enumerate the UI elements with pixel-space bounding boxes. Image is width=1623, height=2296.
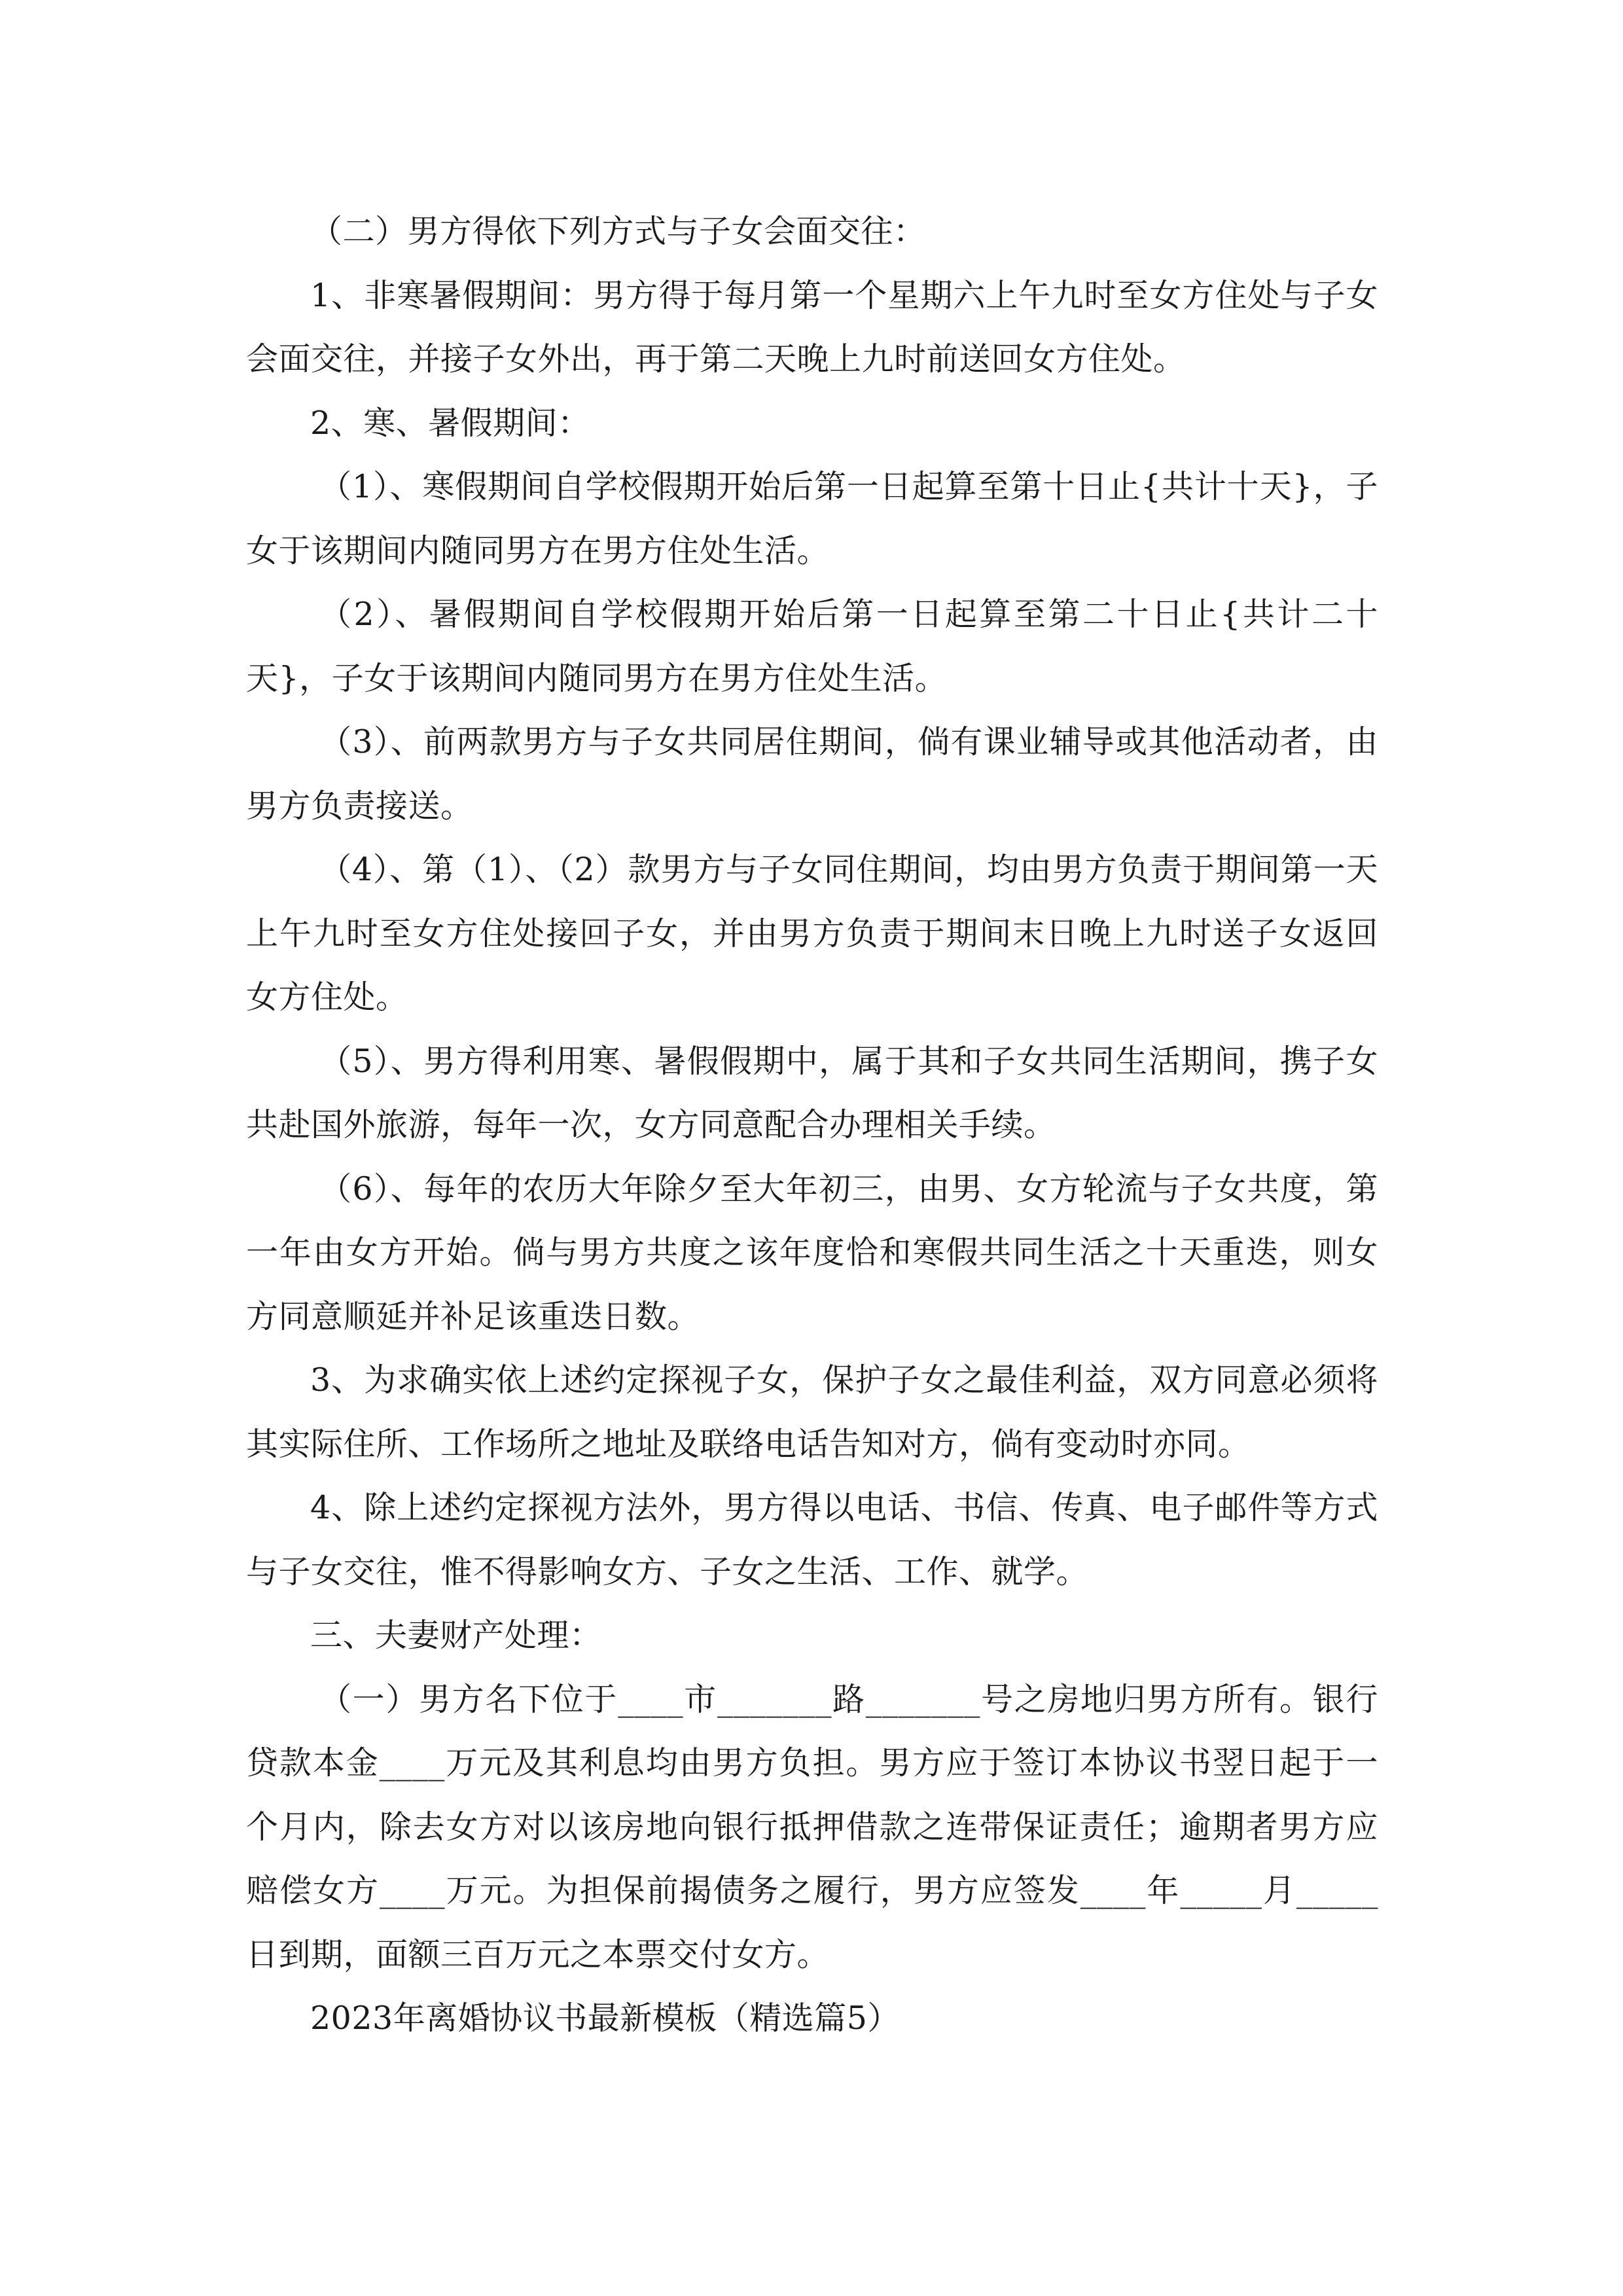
paragraph-property-house: （一）男方名下位于____市_______路_______号之房地归男方所有。银行贷款本金____万元及其利息均由男方负担。男方应于签订本协议书翌日起于一个月内，除去女方对以该房地向银行抵押借款之连带保证责任；逾期者男方应赔偿女方____万元。为担保前揭债务之履行，男方应签发____年_____月_____日到期，面额三百万元之本票交付女方。 xyxy=(246,1680,1378,1973)
paragraph-travel-abroad: （5）、男方得利用寒、暑假假期中，属于其和子女共同生活期间，携子女共赴国外旅游，每年一次，女方同意配合办理相关手续。 xyxy=(246,1042,1378,1143)
paragraph-property-heading: 三、夫妻财产处理： xyxy=(310,1617,602,1654)
document-body xyxy=(246,200,1378,2051)
paragraph-pickup-activities: （3）、前两款男方与子女共同居住期间，倘有课业辅导或其他活动者，由男方负责接送。 xyxy=(246,723,1378,825)
paragraph-contact-info: 3、为求确实依上述约定探视子女，保护子女之最佳利益，双方同意必须将其实际住所、工作场所之地址及联络电话告知对方，倘有变动时亦同。 xyxy=(246,1361,1378,1463)
paragraph-template-title: 2023年离婚协议书最新模板（精选篇5） xyxy=(310,2000,900,2037)
paragraph-new-year: （6）、每年的农历大年除夕至大年初三，由男、女方轮流与子女共度，第一年由女方开始。倘与男方共度之该年度恰和寒假共同生活之十天重迭，则女方同意顺延并补足该重迭日数。 xyxy=(246,1170,1378,1335)
paragraph-other-contact: 4、除上述约定探视方法外，男方得以电话、书信、传真、电子邮件等方式与子女交往，惟不得影响女方、子女之生活、工作、就学。 xyxy=(246,1489,1378,1590)
paragraph-vacation-heading: 2、寒、暑假期间： xyxy=(310,404,590,442)
paragraph-visitation-heading: （二）男方得依下列方式与子女会面交往： xyxy=(310,213,926,250)
paragraph-summer-break: （2）、暑假期间自学校假期开始后第一日起算至第二十日止{共计二十天}，子女于该期间内随同男方在男方住处生活。 xyxy=(246,596,1378,697)
paragraph-pickup-times: （4）、第（1）、（2）款男方与子女同住期间，均由男方负责于期间第一天上午九时至女方住处接回子女，并由男方负责于期间末日晚上九时送子女返回女方住处。 xyxy=(246,851,1378,1016)
paragraph-non-vacation: 1、非寒暑假期间：男方得于每月第一个星期六上午九时至女方住处与子女会面交往，并接子女外出，再于第二天晚上九时前送回女方住处。 xyxy=(246,276,1378,378)
paragraph-winter-break: （1）、寒假期间自学校假期开始后第一日起算至第十日止{共计十天}，子女于该期间内随同男方在男方住处生活。 xyxy=(246,468,1378,569)
